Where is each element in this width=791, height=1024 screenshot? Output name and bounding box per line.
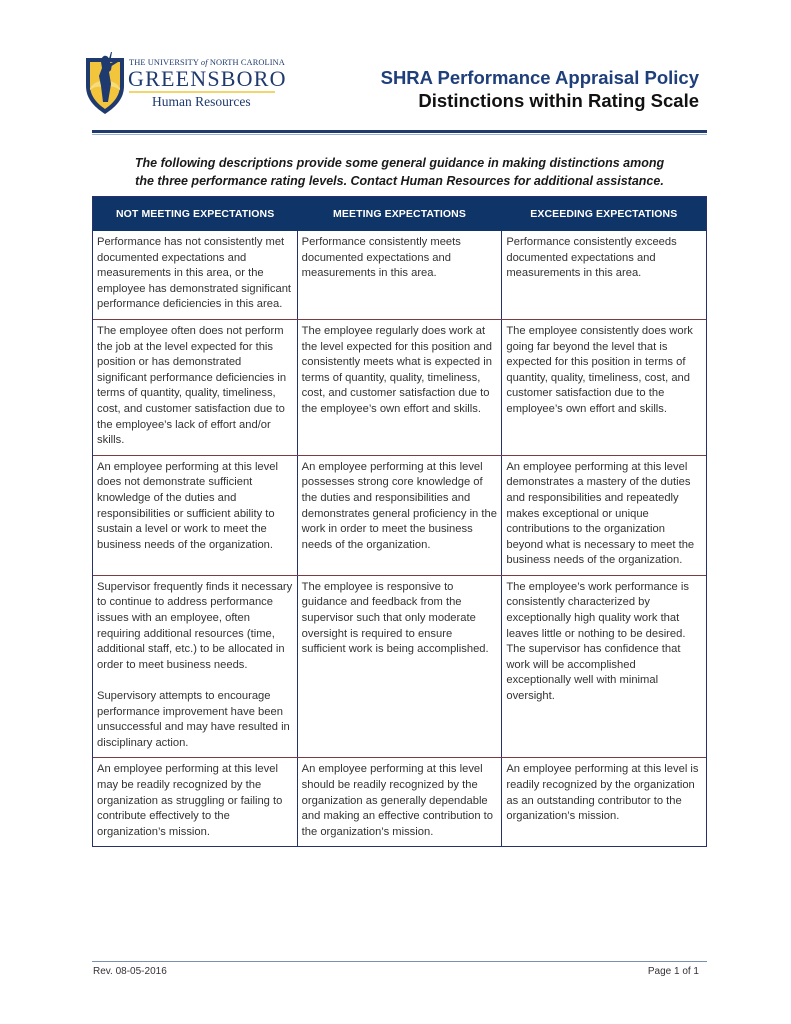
table-cell-not-meeting <box>93 576 297 758</box>
cell-paragraph: Performance consistently exceeds documented expectations and measurements in this area. <box>506 236 677 280</box>
table-cell-exceeding <box>501 456 706 575</box>
cell-paragraph: The employee consistently does work going far beyond the level that is expected for this position in terms of quantity, quality, timeliness, cost, and customer satisfaction due to the employee’s own effort and skills. <box>506 324 693 415</box>
column-header-exceeding: EXCEEDING EXPECTATIONS <box>530 208 678 220</box>
cell-paragraph: An employee performing at this level possesses strong core knowledge of the duties and responsibilities and demonstrates general proficiency in the work in order to meet the business needs of the organization. <box>301 460 497 551</box>
document-subtitle: Distinctions within Rating Scale <box>418 90 699 111</box>
cell-paragraph: An employee performing at this level demonstrates a mastery of the duties and responsibilities and repeatedly makes exceptional or unique contributions to the organization beyond what is necessary to meet the business needs of the organization. <box>506 460 695 567</box>
logo-divider <box>129 91 275 93</box>
table-row <box>93 319 706 455</box>
table-row <box>93 757 706 846</box>
column-header-meeting: MEETING EXPECTATIONS <box>333 208 466 220</box>
table-row <box>93 231 706 319</box>
intro-line-1: The following descriptions provide some general guidance in making distinctions among <box>134 156 665 170</box>
uncg-hr-logo <box>84 52 287 116</box>
department-name: Human Resources <box>152 94 251 109</box>
cell-paragraph: Performance has not consistently met documented expectations and measurements in this area, or the employee has demonstrated significant performance deficiencies in this area. <box>97 236 292 311</box>
table-header <box>93 197 706 231</box>
campus-name: GREENSBORO <box>128 66 287 91</box>
table-cell-meeting <box>297 758 502 846</box>
intro-line-2: the three performance rating levels. Contact Human Resources for additional assistance. <box>135 174 664 188</box>
table-cell-exceeding <box>501 231 706 319</box>
cell-paragraph: Supervisor frequently finds it necessary to continue to address performance issues with an employee, often requiring additional resources (time, additional staff, etc.) to be allocated in order to meet business needs. <box>97 580 293 671</box>
table-body <box>93 231 706 846</box>
cell-paragraph: An employee performing at this level should be readily recognized by the organization as generally dependable and making an effective contribution to the organization’s mission. <box>301 763 494 838</box>
table-cell-exceeding <box>501 320 706 455</box>
cell-paragraph: Performance consistently meets documented expectations and measurements in this area. <box>301 236 461 280</box>
table-cell-not-meeting <box>93 758 297 846</box>
table-row <box>93 575 706 758</box>
header-rule <box>92 130 707 133</box>
cell-paragraph: An employee performing at this level is readily recognized by the organization as an outstanding contributor to the organization’s mission. <box>506 763 699 823</box>
table-cell-not-meeting <box>93 456 297 575</box>
cell-paragraph: Supervisory attempts to encourage performance improvement have been unsuccessful and may have resulted in disciplinary action. <box>97 690 290 749</box>
university-name: THE UNIVERSITY of NORTH CAROLINA <box>129 58 285 67</box>
footer-rule <box>92 961 707 962</box>
revision-date: Rev. 08-05-2016 <box>93 966 167 977</box>
spartan-shield-icon <box>84 52 126 116</box>
table-cell-meeting <box>297 456 502 575</box>
table-cell-meeting <box>297 576 502 758</box>
cell-paragraph: The employee often does not perform the job at the level expected for this position or has demonstrated significant performance deficiencies in terms of quantity, quality, timeliness, cost, and customer satisfaction due to the employee’s lack of effort and/or skills. <box>97 324 287 447</box>
table-cell-meeting <box>297 231 502 319</box>
table-cell-exceeding <box>501 576 706 758</box>
document-title: SHRA Performance Appraisal Policy <box>380 67 699 88</box>
cell-paragraph: The employee is responsive to guidance and feedback from the supervisor such that only moderate oversight is required to ensure sufficient work is being accomplished. <box>301 580 489 656</box>
document-titles <box>381 66 699 113</box>
rating-scale-table <box>92 196 707 847</box>
table-cell-not-meeting <box>93 231 297 319</box>
page-number: Page 1 of 1 <box>647 966 699 977</box>
table-row <box>93 455 706 575</box>
intro-text <box>92 154 707 190</box>
header-rule-thin <box>92 134 707 135</box>
table-cell-meeting <box>297 320 502 455</box>
column-header-not-meeting: NOT MEETING EXPECTATIONS <box>115 208 275 220</box>
cell-paragraph: The employee regularly does work at the level expected for this position and consistently meets what is expected in terms of quantity, quality, timeliness, cost, and customer satisfaction due to the employee’s own effort and skills. <box>301 324 492 415</box>
table-cell-not-meeting <box>93 320 297 455</box>
cell-paragraph: An employee performing at this level does not demonstrate sufficient knowledge of the duties and responsibilities or sufficient ability to sustain a level or work to meet the business needs of the organization. <box>97 460 278 551</box>
cell-paragraph: An employee performing at this level may be readily recognized by the organization as struggling or failing to contribute effectively to the organization’s mission. <box>97 763 283 838</box>
cell-paragraph: The employee’s work performance is consistently characterized by exceptionally high quality work that leaves little or nothing to be desired. The supervisor has confidence that work will be accomplished exceptionally well with minimal oversight. <box>506 580 689 703</box>
table-cell-exceeding <box>501 758 706 846</box>
